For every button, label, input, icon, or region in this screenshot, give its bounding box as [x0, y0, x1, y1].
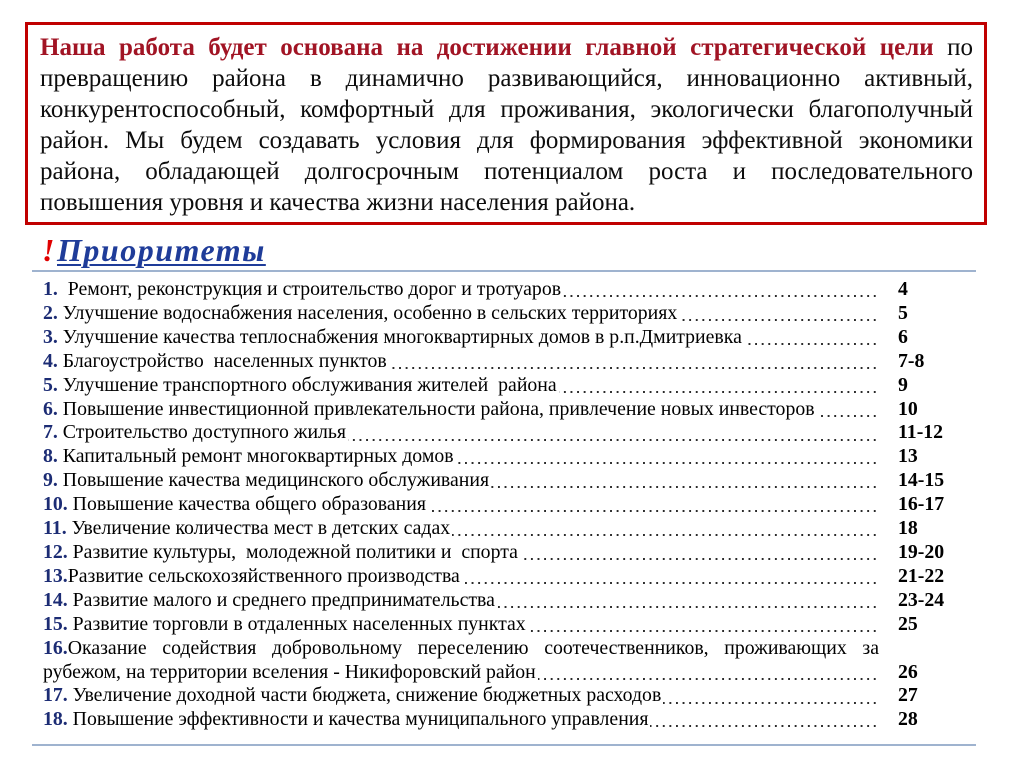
priority-text: Повышение инвестиционной привлекательности района, привлечение новых инвесторов	[57, 397, 815, 420]
priority-page-number: 25	[898, 612, 918, 635]
priority-item	[0, 374, 1024, 398]
priority-number: 13.	[43, 564, 68, 587]
priority-page-number: 19-20	[898, 540, 945, 563]
priority-description	[43, 613, 879, 637]
priority-number: 16.	[43, 636, 68, 659]
priority-number: 18.	[43, 708, 68, 731]
priority-item	[0, 445, 1024, 469]
priority-page-number: 23-24	[898, 588, 945, 611]
priority-text: Капитальный ремонт многоквартирных домов	[57, 445, 454, 468]
priority-item	[0, 493, 1024, 517]
priority-text: Увеличение доходной части бюджета, снижение бюджетных расходов	[67, 684, 662, 707]
priority-item	[0, 589, 1024, 613]
priority-page-number: 26	[898, 660, 918, 683]
priority-text: Увеличение количества мест в детских садах	[66, 517, 451, 540]
priority-number: 7.	[43, 421, 58, 444]
priorities-title: Приоритеты	[57, 232, 266, 268]
priority-description	[43, 350, 879, 374]
priority-page-number: 27	[898, 684, 918, 707]
priority-number: 8.	[43, 445, 58, 468]
priority-number: 11.	[43, 517, 67, 540]
priority-page-number: 9	[898, 373, 908, 396]
priority-page-number: 7-8	[898, 349, 925, 372]
priorities-heading	[0, 232, 1024, 268]
priority-page-number: 5	[898, 301, 908, 324]
priority-item	[0, 326, 1024, 350]
priority-item	[0, 541, 1024, 565]
priority-description	[43, 469, 879, 493]
priority-item	[0, 613, 1024, 637]
priority-number: 15.	[43, 612, 68, 635]
priority-item	[0, 469, 1024, 493]
priority-page-number: 6	[898, 325, 908, 348]
priority-item	[0, 421, 1024, 445]
goal-lead-text: Наша работа будет основана на достижении главной стратегической цели	[40, 34, 934, 61]
priority-text: Улучшение качества теплоснабжения многоквартирных домов в р.п.Дмитриевка	[57, 325, 742, 348]
priority-page-number: 10	[898, 397, 918, 420]
exclamation-mark: !	[42, 232, 55, 268]
priority-description	[43, 398, 879, 422]
priority-page-number: 16-17	[898, 493, 945, 516]
priority-description	[43, 421, 879, 445]
priority-number: 14.	[43, 588, 68, 611]
priority-page-number: 11-12	[898, 421, 944, 444]
priority-item	[0, 637, 1024, 685]
priority-text: Развитие торговли в отдаленных населенных пунктах	[67, 612, 526, 635]
priority-description	[43, 302, 879, 326]
priority-item	[0, 398, 1024, 422]
priority-number: 3.	[43, 325, 58, 348]
priority-page-number: 21-22	[898, 564, 945, 587]
priority-item	[0, 708, 1024, 732]
priority-description	[43, 708, 879, 732]
priority-text: Развитие культуры, молодежной политики и спорта	[67, 540, 518, 563]
priority-description	[43, 541, 879, 565]
priority-description	[43, 326, 879, 350]
priority-page-number: 18	[898, 517, 918, 540]
priority-description	[43, 517, 879, 541]
priority-item	[0, 565, 1024, 589]
priority-item	[0, 278, 1024, 302]
priority-number: 10.	[43, 493, 68, 516]
priority-text: Строительство доступного жилья	[57, 421, 347, 444]
priority-page-number: 13	[898, 445, 918, 468]
bottom-divider	[32, 744, 976, 746]
priority-text: Ремонт, реконструкция и строительство дорог и тротуаров	[57, 278, 562, 300]
priority-text: Улучшение водоснабжения населения, особенно в сельских территориях	[57, 301, 678, 324]
priority-description	[43, 445, 879, 469]
priority-text: Улучшение транспортного обслуживания жителей района	[57, 373, 557, 396]
priority-number: 17.	[43, 684, 68, 707]
top-divider	[32, 270, 976, 272]
priority-number: 12.	[43, 540, 68, 563]
priority-number: 2.	[43, 301, 58, 324]
priority-number: 9.	[43, 469, 58, 492]
priorities-list	[0, 278, 1024, 732]
priority-page-number: 4	[898, 278, 908, 300]
priority-number: 6.	[43, 397, 58, 420]
goal-statement-box	[25, 22, 987, 225]
priority-number: 1.	[43, 278, 58, 300]
priority-description	[43, 589, 879, 613]
goal-body-text: по превращению района в динамично развивающийся, инновационно активный, конкурентоспособный, комфортный для проживания, экологически благополучный район. Мы будем создавать условия для формирования эффективной экономики района, обладающей долгосрочным потенциалом роста и последовательного повышения уровня и качества жизни населения района.	[40, 34, 973, 216]
priority-item	[0, 302, 1024, 326]
priority-text: Развитие сельскохозяйственного производства	[67, 564, 460, 587]
priority-description	[43, 565, 879, 589]
priority-item	[0, 517, 1024, 541]
priority-text: Повышение качества общего образования	[67, 493, 426, 516]
priority-description	[43, 684, 879, 708]
priority-text: Повышение эффективности и качества муниципального управления	[67, 708, 649, 731]
priority-number: 4.	[43, 349, 58, 372]
priority-text: Развитие малого и среднего предпринимательства	[67, 588, 495, 611]
priority-number: 5.	[43, 373, 58, 396]
priority-text: Оказание содействия добровольному переселению соотечественников, проживающих за рубежом, на территории вселения - Никифоровский район	[43, 636, 879, 683]
priority-description	[43, 493, 879, 517]
priority-text: Благоустройство населенных пунктов	[57, 349, 387, 372]
priority-item	[0, 684, 1024, 708]
priority-page-number: 28	[898, 708, 918, 731]
priority-page-number: 14-15	[898, 469, 945, 492]
priority-description	[43, 278, 879, 302]
priority-item	[0, 350, 1024, 374]
priority-text: Повышение качества медицинского обслуживания	[57, 469, 490, 492]
priority-description	[43, 637, 879, 685]
priority-description	[43, 374, 879, 398]
